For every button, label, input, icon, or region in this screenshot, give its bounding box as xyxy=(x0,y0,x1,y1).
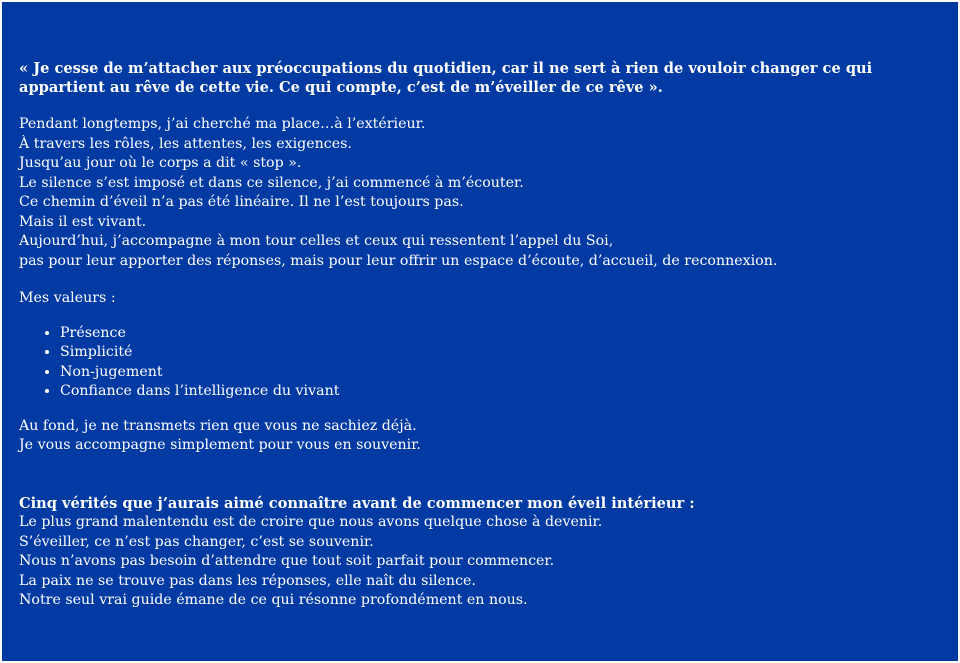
truth-line: La paix ne se trouve pas dans les réponses, elle naît du silence. xyxy=(19,572,476,589)
story-line: Ce chemin d’éveil n’a pas été linéaire. Il ne l’est toujours pas. xyxy=(19,194,464,210)
content-panel xyxy=(2,2,958,661)
intro-quote: « Je cesse de m’attacher aux préoccupations du quotidien, car il ne sert à rien de vouloir changer ce qui appartient au rêve de cette vie. Ce qui compte, c’est de m’éveiller de ce rêve ». xyxy=(19,60,873,96)
story-line: Le silence s’est imposé et dans ce silence, j’ai commencé à m’écouter. xyxy=(19,174,524,191)
story-line: Pendant longtemps, j’ai cherché ma place…à l’extérieur. xyxy=(19,116,426,132)
truth-line: Nous n’avons pas besoin d’attendre que tout soit parfait pour commencer. xyxy=(19,553,555,569)
story-line: À travers les rôles, les attentes, les exigences. xyxy=(19,135,352,152)
truth-line: Le plus grand malentendu est de croire que nous avons quelque chose à devenir. xyxy=(19,514,603,530)
closing-line: Au fond, je ne transmets rien que vous ne sachiez déjà. xyxy=(19,417,417,434)
truth-line: Notre seul vrai guide émane de ce qui résonne profondément en nous. xyxy=(19,592,528,608)
list-item: • Non-jugement xyxy=(60,363,958,383)
values-list xyxy=(19,324,958,402)
truth-line: S’éveiller, ce n’est pas changer, c’est se souvenir. xyxy=(19,533,374,550)
list-item: • Simplicité xyxy=(60,343,958,363)
closing-paragraph xyxy=(19,417,958,456)
story-line: Jusqu’au jour où le corps a dit « stop ». xyxy=(19,155,302,171)
story-paragraph xyxy=(19,115,958,271)
story-line: Aujourd’hui, j’accompagne à mon tour celles et ceux qui ressentent l’appel du Soi, xyxy=(19,233,614,249)
list-item: • Présence xyxy=(60,324,958,344)
truths-section xyxy=(19,494,958,611)
list-item: • Confiance dans l’intelligence du vivant xyxy=(60,382,958,402)
closing-line: Je vous accompagne simplement pour vous en souvenir. xyxy=(19,437,421,453)
truths-heading: Cinq vérités que j’aurais aimé connaître avant de commencer mon éveil intérieur : xyxy=(19,494,695,512)
story-line: Mais il est vivant. xyxy=(19,213,147,230)
story-line: pas pour leur apporter des réponses, mais pour leur offrir un espace d’écoute, d’accueil, de reconnexion. xyxy=(19,252,778,269)
values-heading: Mes valeurs : xyxy=(19,290,116,306)
